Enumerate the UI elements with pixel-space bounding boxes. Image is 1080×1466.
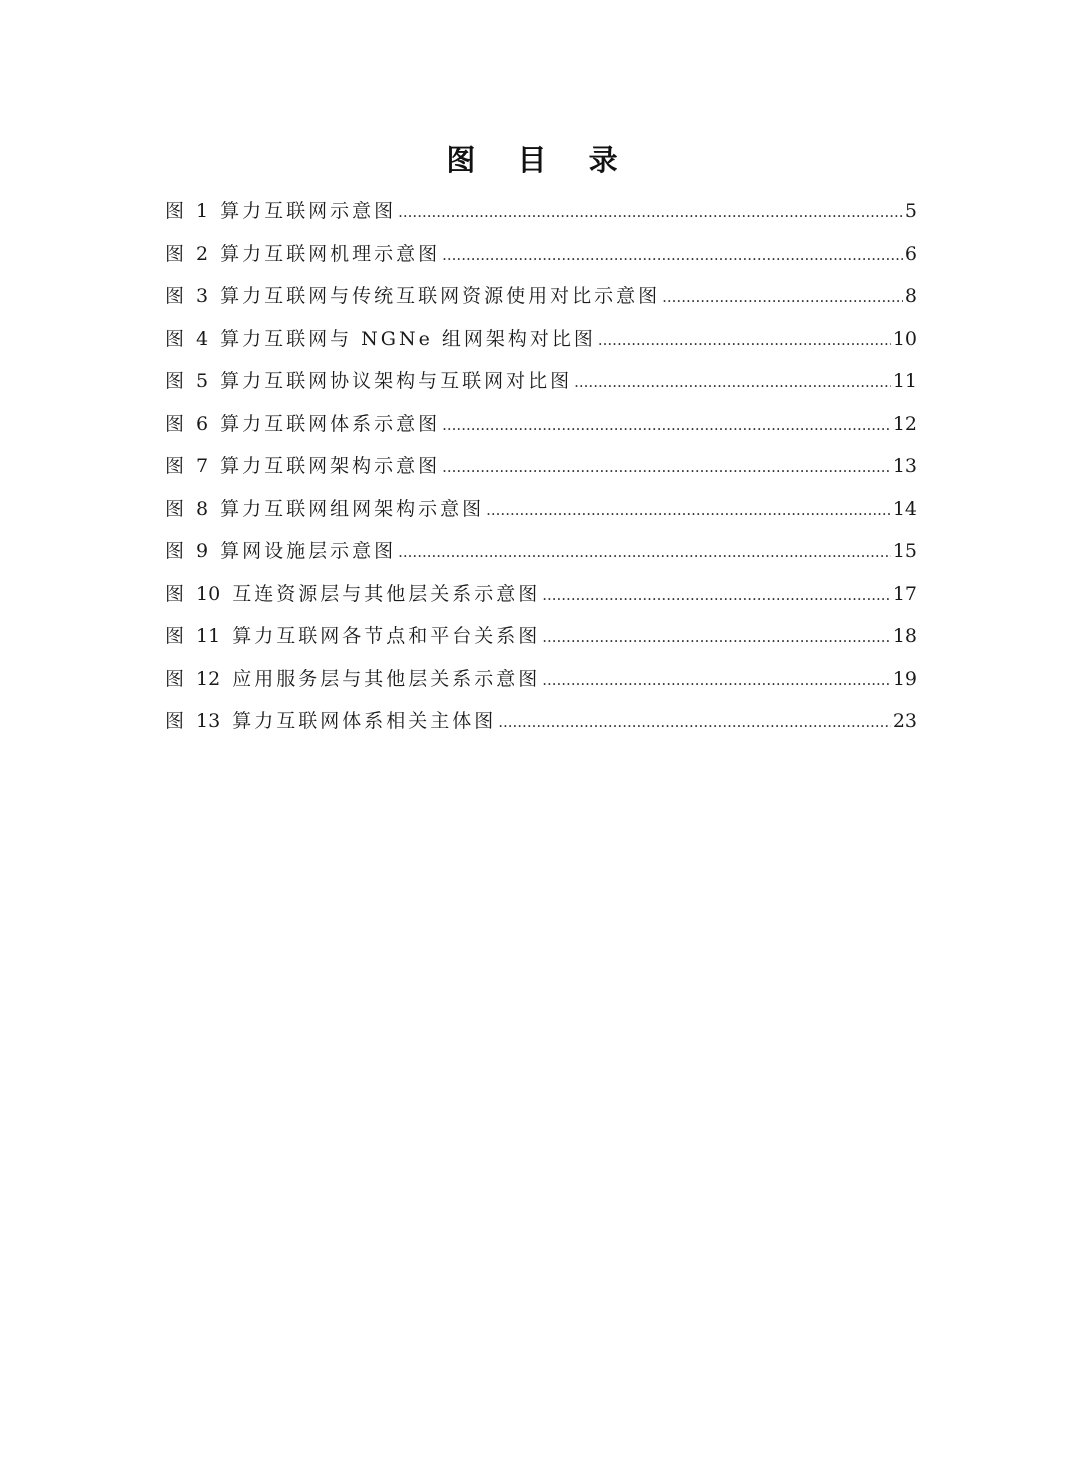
toc-entry[interactable]: [165, 658, 917, 701]
toc-entry-page: 17: [892, 582, 917, 605]
page-title: 图 目 录: [446, 143, 634, 177]
toc-entry[interactable]: [165, 360, 917, 403]
toc-entry[interactable]: [165, 615, 917, 658]
toc-entry-number: 7: [196, 455, 209, 477]
toc-entry-number: 12: [196, 667, 221, 690]
toc-entry-prefix: 图: [165, 582, 185, 605]
toc-entry-page: 11: [892, 370, 917, 392]
toc-dot-leader: [542, 573, 891, 617]
toc-entry-title: 算网设施层示意图: [220, 540, 397, 562]
toc-dot-leader: [574, 360, 891, 404]
toc-entry-prefix: 图: [165, 497, 185, 520]
toc-entry-number: 4: [196, 327, 209, 350]
toc-entry-prefix: 图: [165, 200, 185, 222]
toc-entry-number: 13: [196, 710, 221, 732]
toc-entry[interactable]: [165, 233, 917, 276]
toc-entry-prefix: 图: [165, 667, 185, 690]
toc-entry-prefix: 图: [165, 455, 185, 477]
toc-entry-title: 算力互联网与 NGNe 组网架构对比图: [220, 327, 596, 350]
toc-entry-prefix: 图: [165, 285, 185, 307]
toc-entry-number: 3: [196, 285, 209, 307]
toc-dot-leader: [662, 275, 903, 319]
toc-entry-number: 8: [196, 497, 209, 520]
toc-entry-title: 算力互联网与传统互联网资源使用对比示意图: [220, 285, 661, 307]
toc-entry-number: 5: [196, 370, 209, 392]
toc-dot-leader: [542, 615, 891, 659]
toc-entry-number: 10: [196, 582, 221, 605]
toc-entry-title: 算力互联网组网架构示意图: [220, 497, 485, 520]
toc-entry-prefix: 图: [165, 370, 185, 392]
toc-entry[interactable]: [165, 488, 917, 531]
toc-entry-number: 9: [196, 540, 209, 562]
toc-entry-number: 11: [196, 625, 221, 647]
toc-entry-prefix: 图: [165, 625, 185, 647]
toc-entry[interactable]: [165, 318, 917, 361]
toc-entry[interactable]: [165, 403, 917, 446]
toc-entry-number: 6: [196, 412, 209, 435]
toc-dot-leader: [398, 190, 903, 234]
toc-dot-leader: [542, 658, 891, 702]
toc-dot-leader: [498, 700, 891, 744]
toc-entry[interactable]: [165, 573, 917, 616]
toc-entry[interactable]: [165, 700, 917, 743]
toc-entry-page: 14: [892, 497, 917, 520]
toc-entry-page: 10: [892, 327, 917, 350]
toc-entry-page: 15: [892, 540, 917, 562]
toc-entry-page: 12: [892, 412, 917, 435]
toc-dot-leader: [486, 488, 891, 532]
toc-dot-leader: [442, 233, 903, 277]
toc-entry-page: 8: [904, 285, 917, 307]
toc-entry-number: 2: [196, 242, 209, 265]
figure-toc-list: [165, 190, 917, 743]
toc-entry-title: 算力互联网机理示意图: [220, 242, 441, 265]
toc-entry-title: 算力互联网协议架构与互联网对比图: [220, 370, 573, 392]
toc-entry-title: 算力互联网示意图: [220, 200, 397, 222]
toc-entry-title: 算力互联网体系示意图: [220, 412, 441, 435]
toc-entry[interactable]: [165, 530, 917, 573]
toc-entry-prefix: 图: [165, 710, 185, 732]
toc-entry[interactable]: [165, 445, 917, 488]
toc-entry-prefix: 图: [165, 540, 185, 562]
toc-entry-page: 23: [892, 710, 917, 732]
toc-entry[interactable]: [165, 190, 917, 233]
toc-entry-title: 应用服务层与其他层关系示意图: [232, 667, 541, 690]
toc-entry-page: 18: [892, 625, 917, 647]
toc-entry[interactable]: [165, 275, 917, 318]
toc-entry-page: 5: [904, 200, 917, 222]
toc-dot-leader: [598, 318, 891, 362]
toc-dot-leader: [442, 403, 891, 447]
toc-entry-title: 算力互联网架构示意图: [220, 455, 441, 477]
toc-entry-page: 19: [892, 667, 917, 690]
toc-entry-title: 算力互联网体系相关主体图: [232, 710, 497, 732]
toc-entry-number: 1: [196, 200, 209, 222]
toc-dot-leader: [442, 445, 891, 489]
toc-entry-prefix: 图: [165, 327, 185, 350]
toc-entry-title: 算力互联网各节点和平台关系图: [232, 625, 541, 647]
toc-dot-leader: [398, 530, 891, 574]
toc-entry-title: 互连资源层与其他层关系示意图: [232, 582, 541, 605]
toc-entry-prefix: 图: [165, 242, 185, 265]
toc-entry-prefix: 图: [165, 412, 185, 435]
toc-entry-page: 13: [892, 455, 917, 477]
toc-entry-page: 6: [904, 242, 917, 265]
